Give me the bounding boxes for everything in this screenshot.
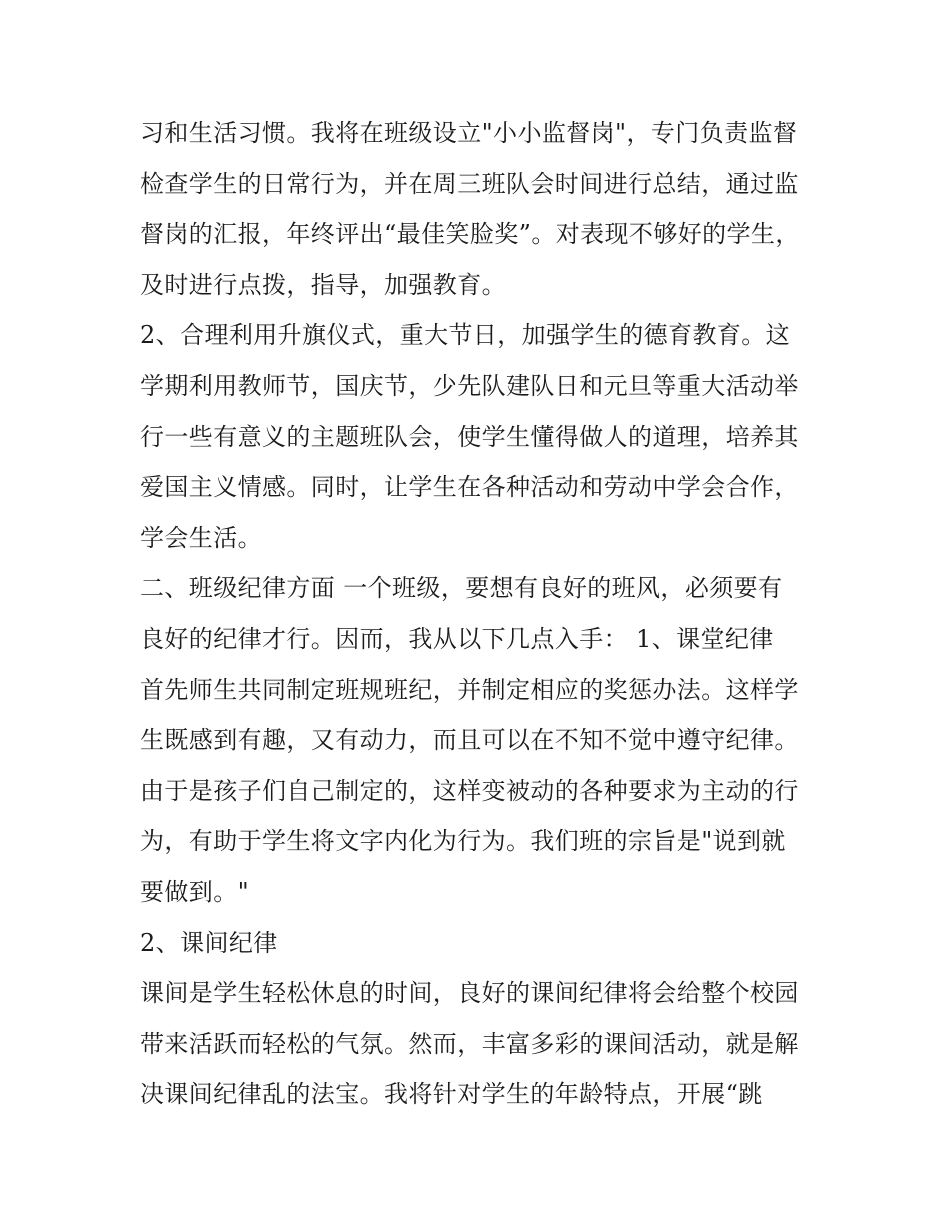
document-body: [140, 108, 820, 1120]
text-line: 2、课间纪律: [140, 928, 278, 957]
text-line: 学会生活。: [140, 523, 262, 552]
text-line: 督岗的汇报，年终评出“最佳笑脸奖”。对表现不够好的学生，: [140, 220, 800, 249]
text-line: 及时进行点拨，指导，加强教育。: [140, 270, 506, 299]
text-line: 课间是学生轻松休息的时间，良好的课间纪律将会给整个校园: [140, 979, 799, 1008]
text-line: 行一些有意义的主题班队会，使学生懂得做人的道理，培养其: [140, 422, 799, 451]
text-line: 决课间纪律乱的法宝。我将针对学生的年龄特点，开展“跳: [140, 1080, 763, 1109]
text-line: 由于是孩子们自己制定的，这样变被动的各种要求为主动的行: [140, 776, 799, 805]
text-line: 2、合理利用升旗仪式，重大节日，加强学生的德育教育。这: [140, 321, 791, 350]
text-line: 要做到。": [140, 877, 250, 906]
text-line: 二、班级纪律方面 一个班级，要想有良好的班风，必须要有: [140, 574, 783, 603]
text-line: 良好的纪律才行。因而，我从以下几点入手： 1、课堂纪律: [140, 624, 774, 653]
text-line: 生既感到有趣，又有动力，而且可以在不知不觉中遵守纪律。: [140, 726, 799, 755]
text-line: 首先师生共同制定班规班纪，并制定相应的奖惩办法。这样学: [140, 675, 799, 704]
text-line: 学期利用教师节，国庆节，少先队建队日和元旦等重大活动举: [140, 371, 799, 400]
text-line: 带来活跃而轻松的气氛。然而，丰富多彩的课间活动，就是解: [140, 1029, 799, 1058]
text-line: 习和生活习惯。我将在班级设立"小小监督岗"，专门负责监督: [140, 119, 798, 147]
text-line: 检查学生的日常行为，并在周三班队会时间进行总结，通过监: [140, 169, 799, 198]
text-line: 爱国主义情感。同时，让学生在各种活动和劳动中学会合作，: [140, 473, 799, 502]
text-line: 为，有助于学生将文字内化为行为。我们班的宗旨是"说到就: [140, 827, 786, 856]
